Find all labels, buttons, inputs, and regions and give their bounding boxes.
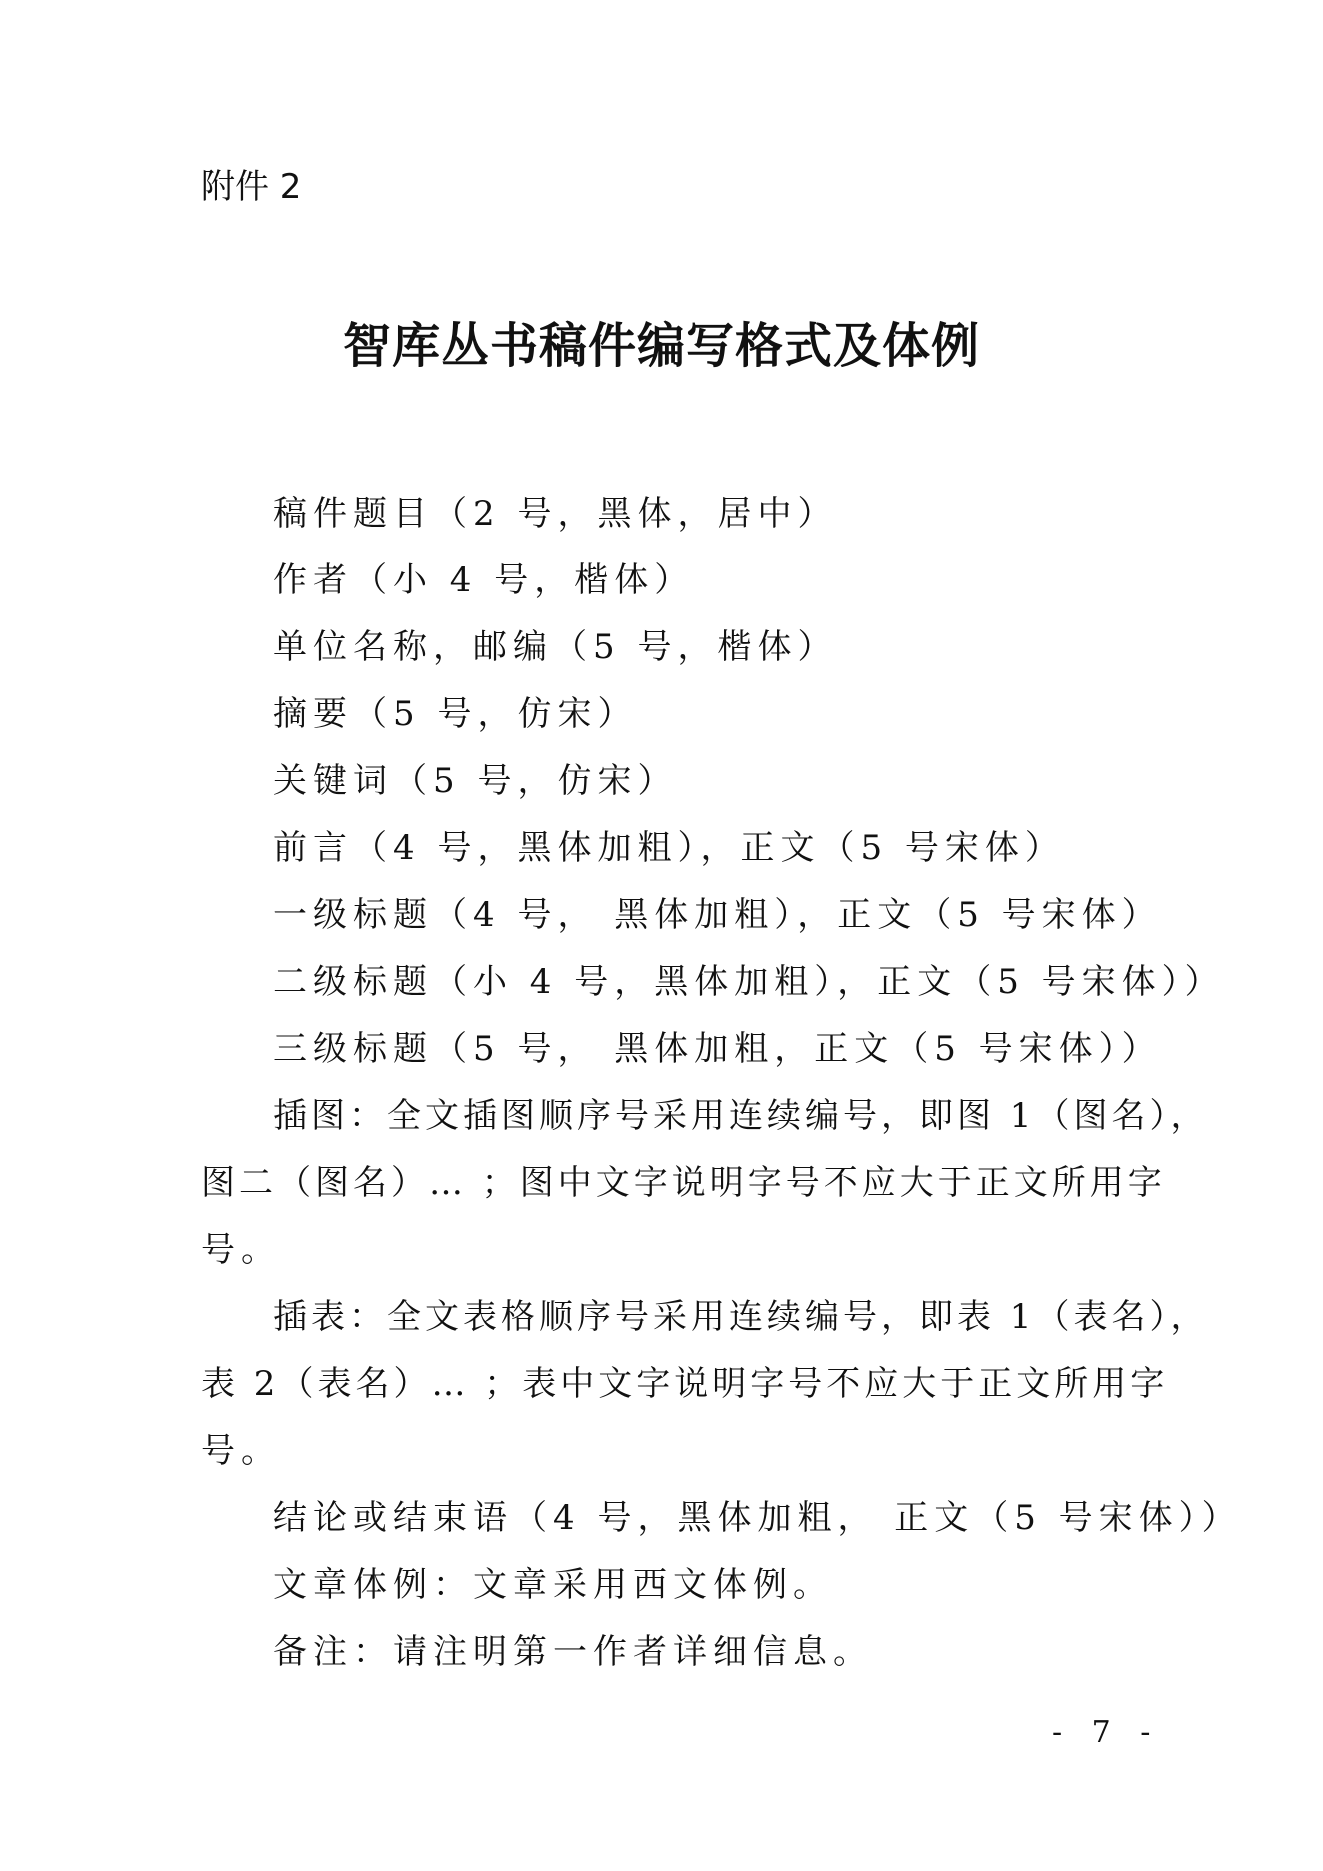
body-line-heading1-format: 一级标题（4 号， 黑体加粗），正文（5 号宋体）: [273, 895, 1162, 935]
body-line-figures-rule-cont: 图二（图名）… ；图中文字说明字号不应大于正文所用字: [201, 1163, 1166, 1203]
body-line-affiliation-format: 单位名称，邮编（5 号，楷体）: [273, 627, 838, 667]
body-line-tables-rule: 插表：全文表格顺序号采用连续编号，即表 1（表名），: [273, 1297, 1209, 1337]
body-line-tables-rule-end: 号。: [201, 1431, 281, 1471]
body-line-heading3-format: 三级标题（5 号， 黑体加粗，正文（5 号宋体））: [273, 1029, 1162, 1069]
body-line-remarks: 备注：请注明第一作者详细信息。: [273, 1632, 873, 1672]
document-title: 智库丛书稿件编写格式及体例: [342, 318, 980, 374]
body-line-abstract-format: 摘要（5 号，仿宋）: [273, 694, 638, 734]
body-line-title-format: 稿件题目（2 号，黑体，居中）: [273, 494, 838, 534]
body-line-author-format: 作者（小 4 号，楷体）: [273, 560, 695, 600]
body-line-conclusion-format: 结论或结束语（4 号，黑体加粗， 正文（5 号宋体））: [273, 1498, 1242, 1538]
body-line-preface-format: 前言（4 号，黑体加粗），正文（5 号宋体）: [273, 828, 1065, 868]
body-line-tables-rule-cont: 表 2（表名）… ；表中文字说明字号不应大于正文所用字: [201, 1364, 1169, 1404]
body-line-article-style: 文章体例：文章采用西文体例。: [273, 1565, 833, 1605]
body-line-keywords-format: 关键词（5 号，仿宋）: [273, 761, 678, 801]
attachment-label: 附件 2: [201, 167, 302, 207]
body-line-figures-rule: 插图：全文插图顺序号采用连续编号，即图 1（图名），: [273, 1096, 1209, 1136]
page-number: - 7 -: [1052, 1715, 1161, 1750]
body-line-figures-rule-end: 号。: [201, 1230, 281, 1270]
body-line-heading2-format: 二级标题（小 4 号，黑体加粗），正文（5 号宋体））: [273, 962, 1225, 1002]
